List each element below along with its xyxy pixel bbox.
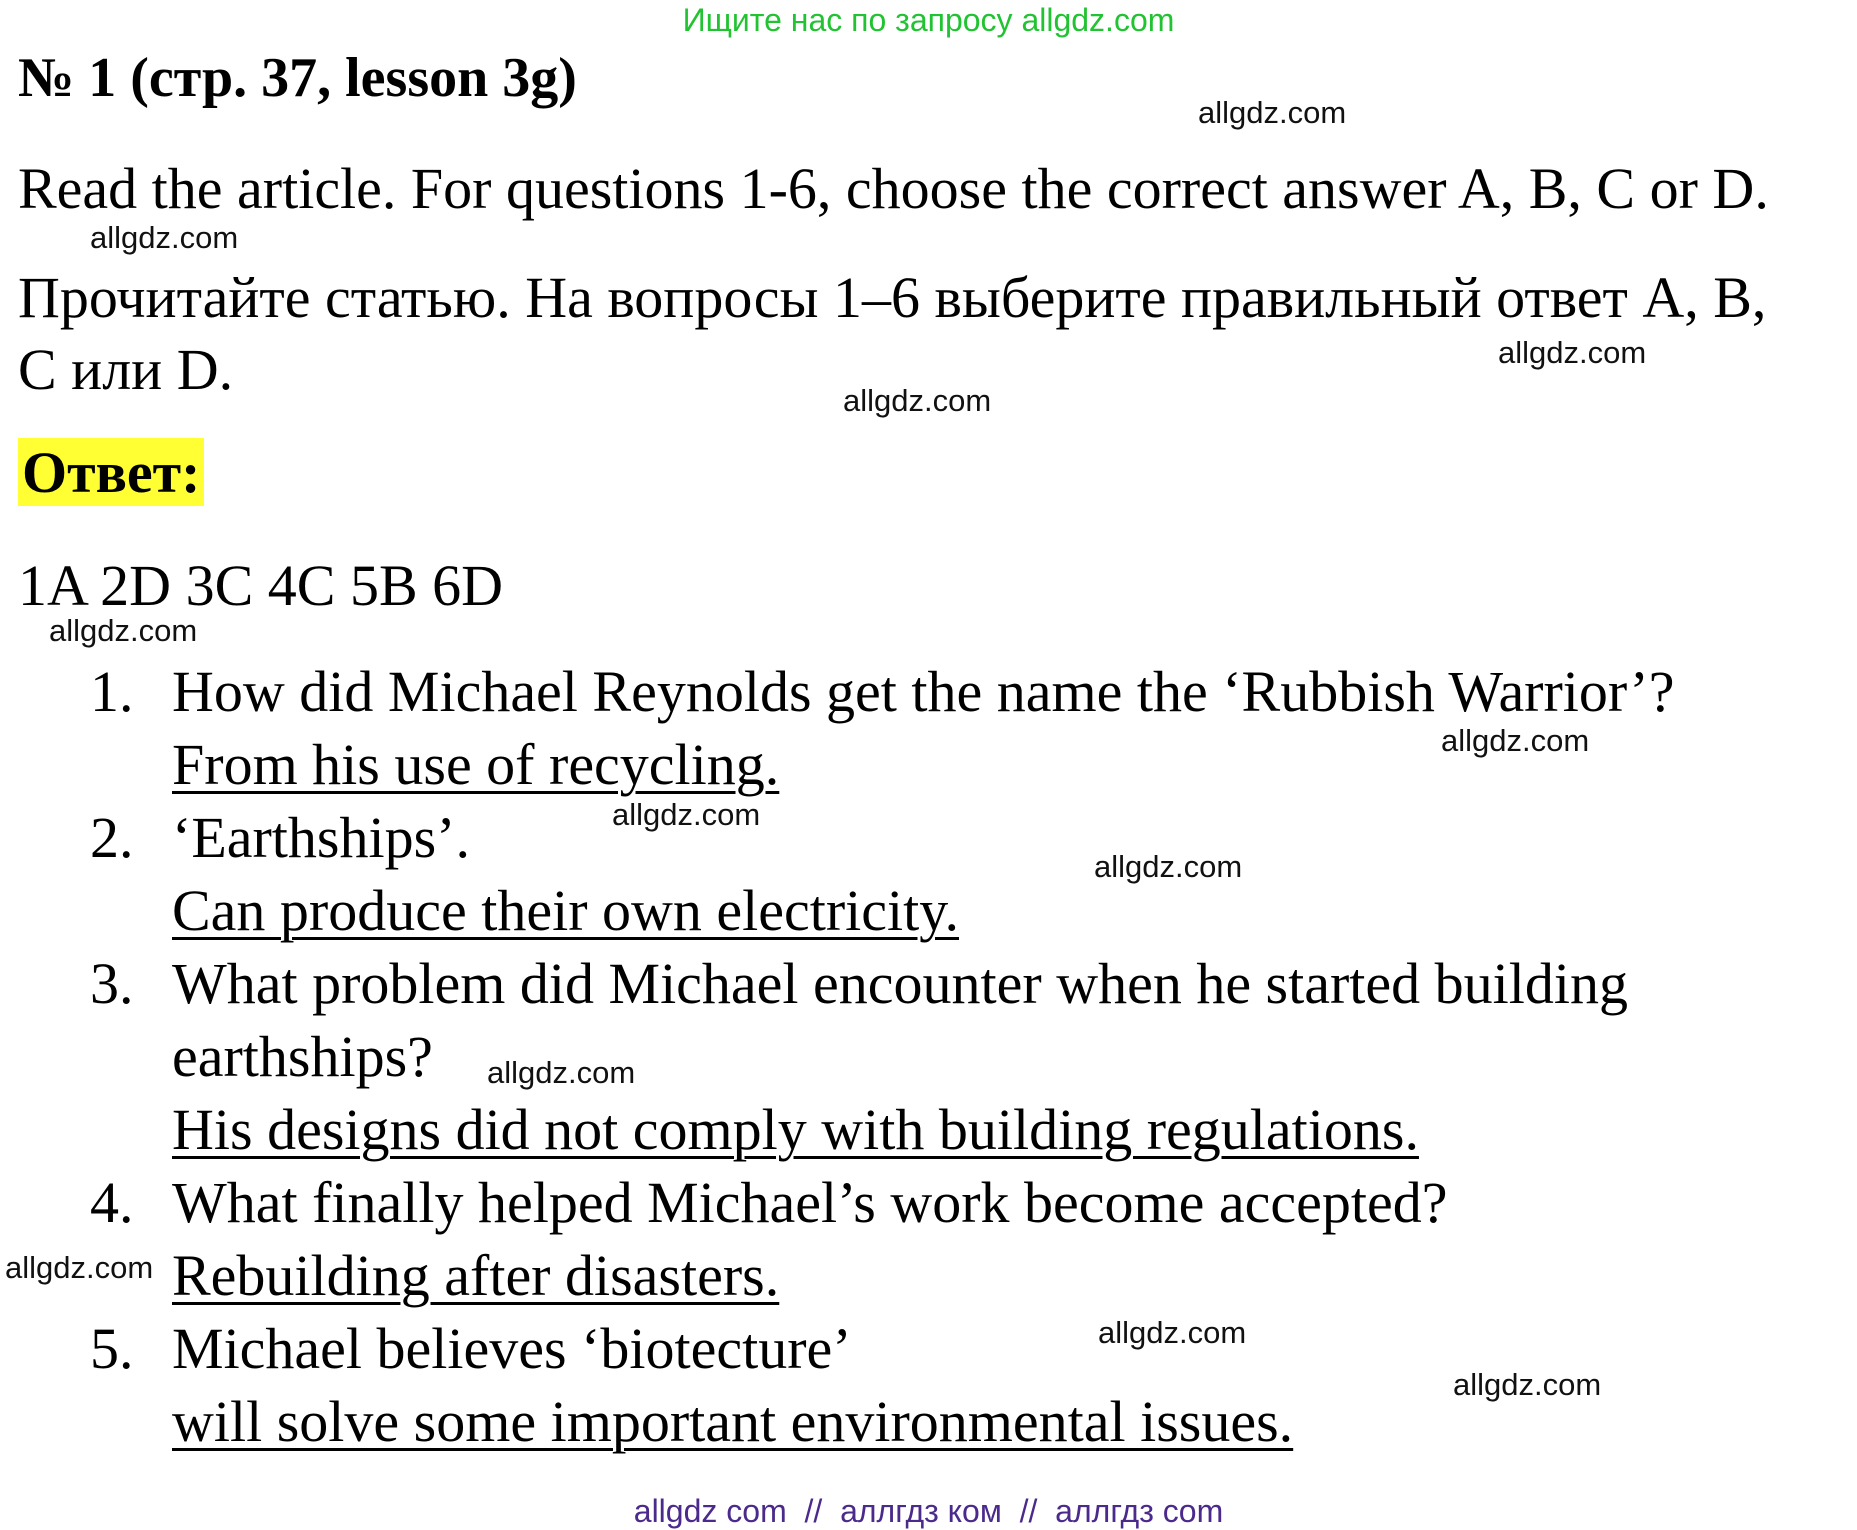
footer-separator: // — [1019, 1493, 1038, 1529]
question-answer: From his use of recycling. — [172, 732, 780, 797]
top-banner-text: Ищите нас по запросу allgdz.com — [682, 2, 1175, 38]
watermark: allgdz.com — [90, 220, 239, 255]
instruction-russian: Прочитайте статью. На вопросы 1–6 выберите правильный ответ А, В, С или D. — [18, 265, 1767, 402]
question-number: 1. — [90, 659, 134, 724]
question-item — [90, 947, 1790, 1166]
watermark: allgdz.com — [5, 1250, 154, 1285]
watermark: allgdz.com — [1094, 849, 1243, 884]
top-banner — [0, 2, 1857, 39]
instruction-english: Read the article. For questions 1-6, choose the correct answer A, B, C or D. — [18, 156, 1769, 221]
question-answer: will solve some important environmental issues. — [172, 1389, 1294, 1454]
question-text: What finally helped Michael’s work become accepted? — [172, 1170, 1448, 1235]
watermark: allgdz.com — [1098, 1315, 1247, 1350]
watermark: allgdz.com — [1498, 335, 1647, 370]
question-answer: His designs did not comply with building regulations. — [172, 1097, 1419, 1162]
question-number: 3. — [90, 951, 134, 1016]
watermark: allgdz.com — [843, 383, 992, 418]
watermark: allgdz.com — [1441, 723, 1590, 758]
question-answer: Can produce their own electricity. — [172, 878, 959, 943]
footer-part: аллгдз com — [1055, 1493, 1224, 1529]
question-answer: Rebuilding after disasters. — [172, 1243, 780, 1308]
question-text: How did Michael Reynolds get the name the ‘Rubbish Warrior’? — [172, 659, 1675, 724]
watermark: allgdz.com — [487, 1055, 636, 1090]
footer-part: allgdz com — [633, 1493, 787, 1529]
footer-separator: // — [804, 1493, 823, 1529]
exercise-title: № 1 (стр. 37, lesson 3g) — [18, 47, 577, 109]
question-number: 4. — [90, 1170, 134, 1235]
question-number: 2. — [90, 805, 134, 870]
question-text: What problem did Michael encounter when he started building earthships? — [172, 951, 1629, 1089]
watermark: allgdz.com — [49, 613, 198, 648]
answer-key: 1A 2D 3C 4C 5B 6D — [18, 553, 504, 618]
question-number: 5. — [90, 1316, 134, 1381]
footer-part: аллгдз ком — [840, 1493, 1002, 1529]
question-item — [90, 801, 1790, 947]
answer-label: Ответ: — [18, 438, 204, 506]
footer — [0, 1493, 1857, 1530]
question-list — [90, 655, 1790, 1458]
watermark: allgdz.com — [612, 797, 761, 832]
watermark: allgdz.com — [1453, 1367, 1602, 1402]
question-text: Michael believes ‘biotecture’ — [172, 1316, 852, 1381]
question-text: ‘Earthships’. — [172, 805, 470, 870]
watermark: allgdz.com — [1198, 95, 1347, 130]
question-item — [90, 1166, 1790, 1312]
